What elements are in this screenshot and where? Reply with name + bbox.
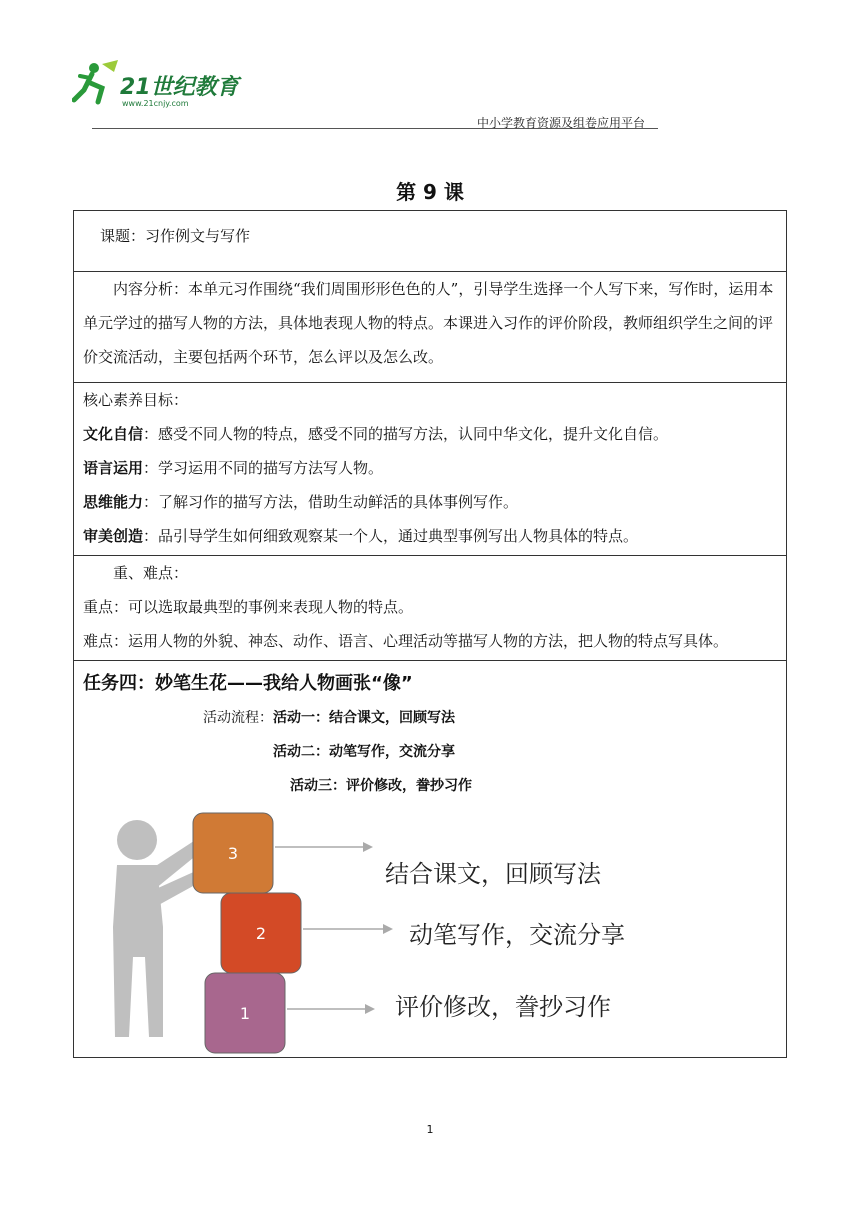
activity-2: 活动二：动笔写作，交流分享 — [273, 744, 455, 760]
lesson-plan-table — [73, 210, 787, 1058]
block-2 — [221, 893, 625, 973]
analysis-row — [74, 272, 787, 383]
goal-label: 语言运用 — [83, 459, 144, 477]
goal-text: ：品引导学生如何细致观察某一个人，通过典型事例写出人物具体的特点。 — [143, 527, 639, 545]
key-points-heading: 重、难点： — [113, 564, 189, 582]
activity-stack-figure — [83, 807, 783, 1057]
key-point: 重点：可以选取最典型的事例来表现人物的特点。 — [83, 598, 414, 616]
topic-row — [74, 211, 787, 272]
activity-line — [83, 701, 777, 735]
analysis-text: 内容分析：本单元习作围绕“我们周围形形色色的人”，引导学生选择一个人写下来，写作时，运用本单元学过的描写人物的方法，具体地表现人物的特点。本课进入习作的评价阶段，教师组织学生之间的评价交流活动，主要包括两个环节，怎么评以及怎么改。 — [83, 280, 774, 366]
block-3 — [193, 813, 602, 893]
site-logo — [72, 60, 242, 110]
block-2-number: 2 — [255, 924, 267, 943]
flow-label: 活动流程： — [203, 710, 273, 726]
goal-item — [83, 519, 777, 553]
goals-heading: 核心素养目标： — [83, 391, 189, 409]
goal-text: ：了解习作的描写方法，借助生动鲜活的具体事例写作。 — [143, 493, 519, 511]
goal-text: ：学习运用不同的描写方法写人物。 — [143, 459, 384, 477]
block-3-number: 3 — [227, 844, 239, 863]
block-1-number: 1 — [239, 1004, 251, 1023]
goal-label: 审美创造 — [83, 527, 144, 545]
task-row — [74, 661, 787, 1058]
difficult-point: 难点：运用人物的外貌、神态、动作、语言、心理活动等描写人物的方法，把人物的特点写具体。 — [83, 632, 729, 650]
platform-name: 中小学教育资源及组卷应用平台 — [477, 116, 646, 130]
goal-item — [83, 417, 777, 451]
block-2-label: 动笔写作，交流分享 — [409, 921, 625, 949]
task-title: 任务四：妙笔生花——我给人物画张“像” — [83, 673, 413, 694]
runner-icon — [74, 60, 118, 102]
page-number: 1 — [426, 1123, 434, 1136]
logo-url: www.21cnjy.com — [122, 99, 189, 108]
block-3-label: 结合课文，回顾写法 — [385, 860, 601, 888]
goal-item — [83, 485, 777, 519]
logo-text: 21世纪教育 — [120, 75, 239, 100]
lesson-title: 第 9 课 — [396, 180, 464, 204]
block-1-label: 评价修改，誊抄习作 — [395, 993, 611, 1021]
block-1 — [205, 973, 611, 1053]
goal-item — [83, 451, 777, 485]
activity-1: 活动一：结合课文，回顾写法 — [273, 710, 455, 726]
topic-text: 课题：习作例文与写作 — [100, 227, 251, 245]
goal-text: ：感受不同人物的特点，感受不同的描写方法，认同中华文化，提升文化自信。 — [143, 425, 669, 443]
activity-3: 活动三：评价修改，誊抄习作 — [290, 778, 472, 794]
goals-row — [74, 383, 787, 556]
goal-label: 思维能力 — [83, 493, 144, 511]
key-points-row — [74, 556, 787, 661]
goal-label: 文化自信 — [83, 425, 144, 443]
